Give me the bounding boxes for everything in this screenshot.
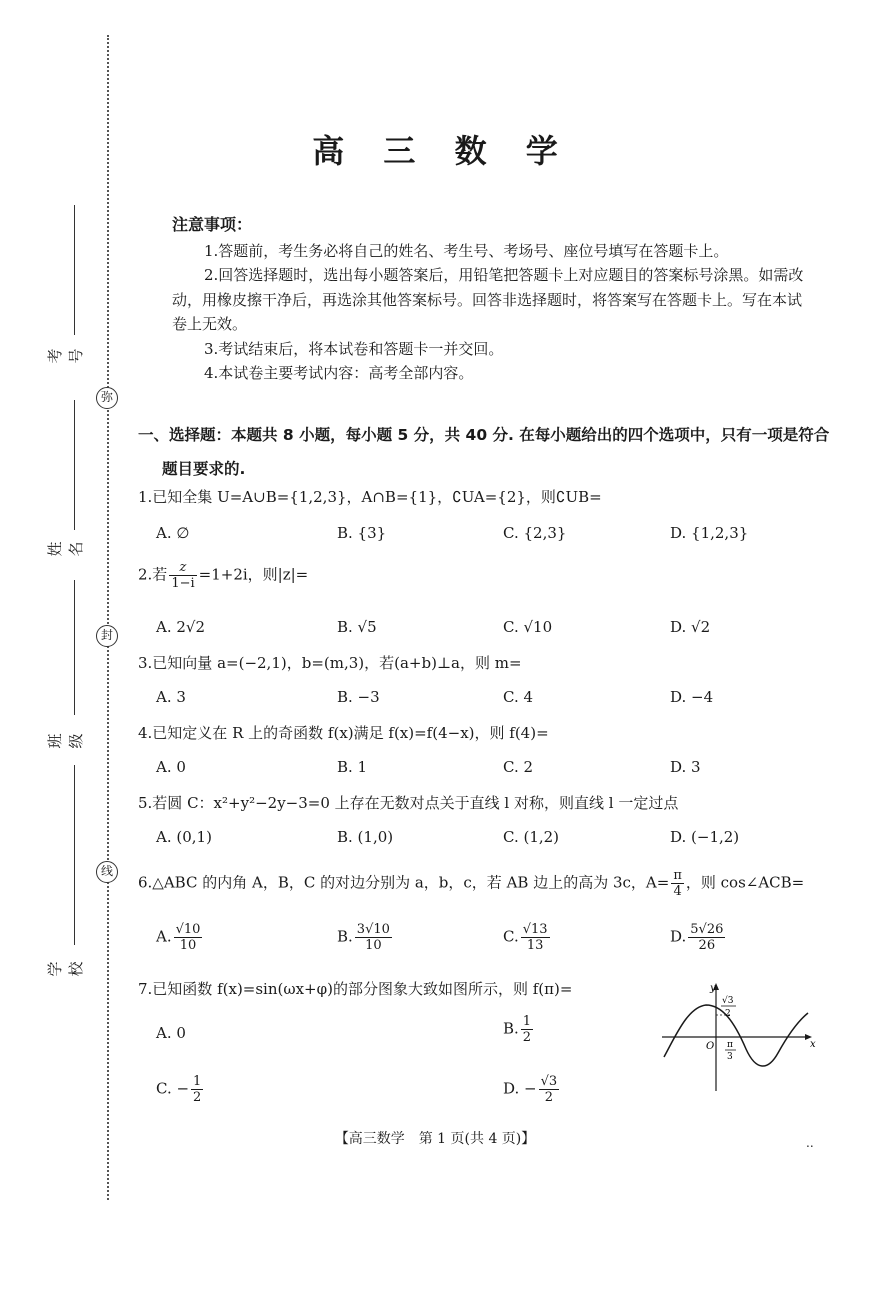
q2-frac-den: 1−i xyxy=(171,576,195,591)
notice-item: 3.考试结束后，将本试卷和答题卡一并交回。 xyxy=(204,339,504,358)
q3-option-c: C. 4 xyxy=(503,688,534,706)
seal-xian: 线 xyxy=(96,861,118,883)
q7-option-d-label: D. − xyxy=(503,1079,537,1098)
q1-option-c: C. {2,3} xyxy=(503,524,567,542)
q7-option-c-num: 1 xyxy=(193,1074,202,1089)
q6-option-b-num: 3√10 xyxy=(356,922,390,937)
page-title: 高 三 数 学 xyxy=(312,132,572,170)
q1-option-d: D. {1,2,3} xyxy=(670,524,749,542)
q6-option-a xyxy=(156,922,204,953)
page-footer: 【高三数学 第 1 页(共 4 页)】 xyxy=(334,1131,536,1147)
q6-option-b xyxy=(337,922,394,953)
q1-option-a: A. ∅ xyxy=(156,524,190,542)
q4-option-d: D. 3 xyxy=(670,758,701,776)
section-heading-line1: 一、选择题：本题共 8 小题，每小题 5 分，共 40 分. 在每小题给出的四个选项中，只有一项是符合 xyxy=(138,426,830,444)
x-axis-label: x xyxy=(810,1039,816,1050)
name-label: 姓名 xyxy=(46,541,85,557)
q5-option-a: A. (0,1) xyxy=(156,828,212,846)
q7-option-d xyxy=(503,1074,561,1105)
q6-fraction xyxy=(671,868,684,899)
question-1-stem: 1.已知全集 U=A∪B={1,2,3}，A∩B={1}，∁UA={2}，则∁UB= xyxy=(138,488,602,506)
q6-option-b-label: B. xyxy=(337,927,353,946)
section-heading xyxy=(138,418,838,486)
q6-prefix: 6.△ABC 的内角 A，B，C 的对边分别为 a，b，c，若 AB 边上的高为 3c，A= xyxy=(138,873,670,892)
question-6-stem xyxy=(138,868,804,899)
q6-option-c-label: C. xyxy=(503,927,519,946)
y-tick-den: 2 xyxy=(725,1009,731,1019)
question-3-stem: 3.已知向量 a=(−2,1)，b=(m,3)，若(a+b)⊥a，则 m= xyxy=(138,654,522,672)
class-label: 班级 xyxy=(46,733,85,749)
q2-frac-num: z xyxy=(169,560,196,576)
notice-block xyxy=(172,213,812,386)
question-2-stem xyxy=(138,560,308,591)
q4-option-c: C. 2 xyxy=(503,758,534,776)
q3-option-a: A. 3 xyxy=(156,688,186,706)
q5-option-b: B. (1,0) xyxy=(337,828,394,846)
notice-item: 4.本试卷主要考试内容：高考全部内容。 xyxy=(204,364,474,382)
q7-option-c-label: C. − xyxy=(156,1079,190,1098)
name-line xyxy=(74,400,75,530)
q7-option-b xyxy=(503,1014,535,1045)
q3-option-d: D. −4 xyxy=(670,688,714,706)
q6-option-a-fraction xyxy=(174,922,203,953)
q7-option-b-den: 2 xyxy=(522,1030,532,1045)
q7-option-b-fraction xyxy=(521,1014,533,1045)
q6-suffix: ，则 cos∠ACB= xyxy=(685,873,805,892)
q6-option-b-den: 10 xyxy=(365,938,382,953)
q2-fraction xyxy=(169,560,196,591)
y-axis-label: y xyxy=(710,983,716,994)
q2-prefix: 2.若 xyxy=(138,565,168,584)
exam-number-label: 考号 xyxy=(46,348,85,364)
seal-mi: 弥 xyxy=(96,387,118,409)
q6-option-a-num: √10 xyxy=(175,922,201,937)
q7-option-c-den: 2 xyxy=(193,1090,202,1105)
q6-option-b-fraction xyxy=(355,922,392,953)
q6-option-a-den: 10 xyxy=(179,938,197,953)
notice-item: 1.答题前，考生务必将自己的姓名、考生号、考场号、座位号填写在答题卡上。 xyxy=(204,241,729,260)
notice-heading: 注意事项： xyxy=(172,215,253,234)
q4-option-a: A. 0 xyxy=(156,758,186,776)
class-line xyxy=(74,580,75,715)
q7-option-d-num: √3 xyxy=(540,1074,558,1089)
q7-option-a: A. 0 xyxy=(156,1024,186,1042)
x-tick-den: 3 xyxy=(727,1052,733,1062)
q7-option-c-fraction xyxy=(191,1074,203,1105)
q6-frac-den: 4 xyxy=(673,884,682,899)
q2-option-c: C. √10 xyxy=(503,618,553,636)
q7-sine-graph xyxy=(660,975,820,1095)
exam-number-line xyxy=(74,205,75,335)
q7-option-b-label: B. xyxy=(503,1019,519,1038)
q2-option-b: B. √5 xyxy=(337,618,377,636)
school-label: 学校 xyxy=(46,961,85,977)
section-heading-line2: 题目要求的. xyxy=(162,460,246,478)
q4-option-b: B. 1 xyxy=(337,758,368,776)
q6-option-d-den: 26 xyxy=(698,938,716,953)
q5-option-d: D. (−1,2) xyxy=(670,828,740,846)
q6-option-c-den: 13 xyxy=(526,938,544,953)
q7-option-c xyxy=(156,1074,205,1105)
q6-option-c-fraction xyxy=(521,922,550,953)
q6-option-c xyxy=(503,922,552,953)
q6-option-d xyxy=(670,922,727,953)
x-tick-num: π xyxy=(727,1040,733,1050)
q5-option-c: C. (1,2) xyxy=(503,828,560,846)
question-7-stem: 7.已知函数 f(x)=sin(ωx+φ)的部分图象大致如图所示，则 f(π)= xyxy=(138,980,573,998)
notice-item: 2.回答选择题时，选出每小题答案后，用铅笔把答题卡上对应题目的答案标号涂黑。如需改动，用橡皮擦干净后，再选涂其他答案标号。回答非选择题时，将答案写在答题卡上。写在本试卷上无效。 xyxy=(172,266,804,333)
q3-option-b: B. −3 xyxy=(337,688,380,706)
y-tick-num: √3 xyxy=(722,996,734,1006)
q6-option-c-num: √13 xyxy=(522,922,548,937)
sine-curve xyxy=(664,1005,808,1066)
q6-frac-num: π xyxy=(673,868,682,883)
corner-mark: .. xyxy=(806,1136,814,1150)
q7-option-b-num: 1 xyxy=(522,1014,532,1029)
q2-suffix: =1+2i，则|z|= xyxy=(198,565,309,584)
origin-label: O xyxy=(706,1041,715,1052)
binding-dotted-line xyxy=(107,35,109,1200)
question-4-stem: 4.已知定义在 R 上的奇函数 f(x)满足 f(x)=f(4−x)，则 f(4)= xyxy=(138,724,549,742)
q2-option-a: A. 2√2 xyxy=(156,618,206,636)
q2-option-d: D. √2 xyxy=(670,618,711,636)
q7-option-d-den: 2 xyxy=(544,1090,554,1105)
q6-option-d-label: D. xyxy=(670,927,687,946)
q6-option-d-num: 5√26 xyxy=(690,922,724,937)
q1-option-b: B. {3} xyxy=(337,524,387,542)
question-5-stem: 5.若圆 C：x²+y²−2y−3=0 上存在无数对点关于直线 l 对称，则直线 l 一定过点 xyxy=(138,794,679,812)
seal-feng: 封 xyxy=(96,625,118,647)
q6-option-d-fraction xyxy=(688,922,725,953)
q7-option-d-fraction xyxy=(539,1074,560,1105)
q6-option-a-label: A. xyxy=(156,927,172,946)
school-line xyxy=(74,765,75,945)
